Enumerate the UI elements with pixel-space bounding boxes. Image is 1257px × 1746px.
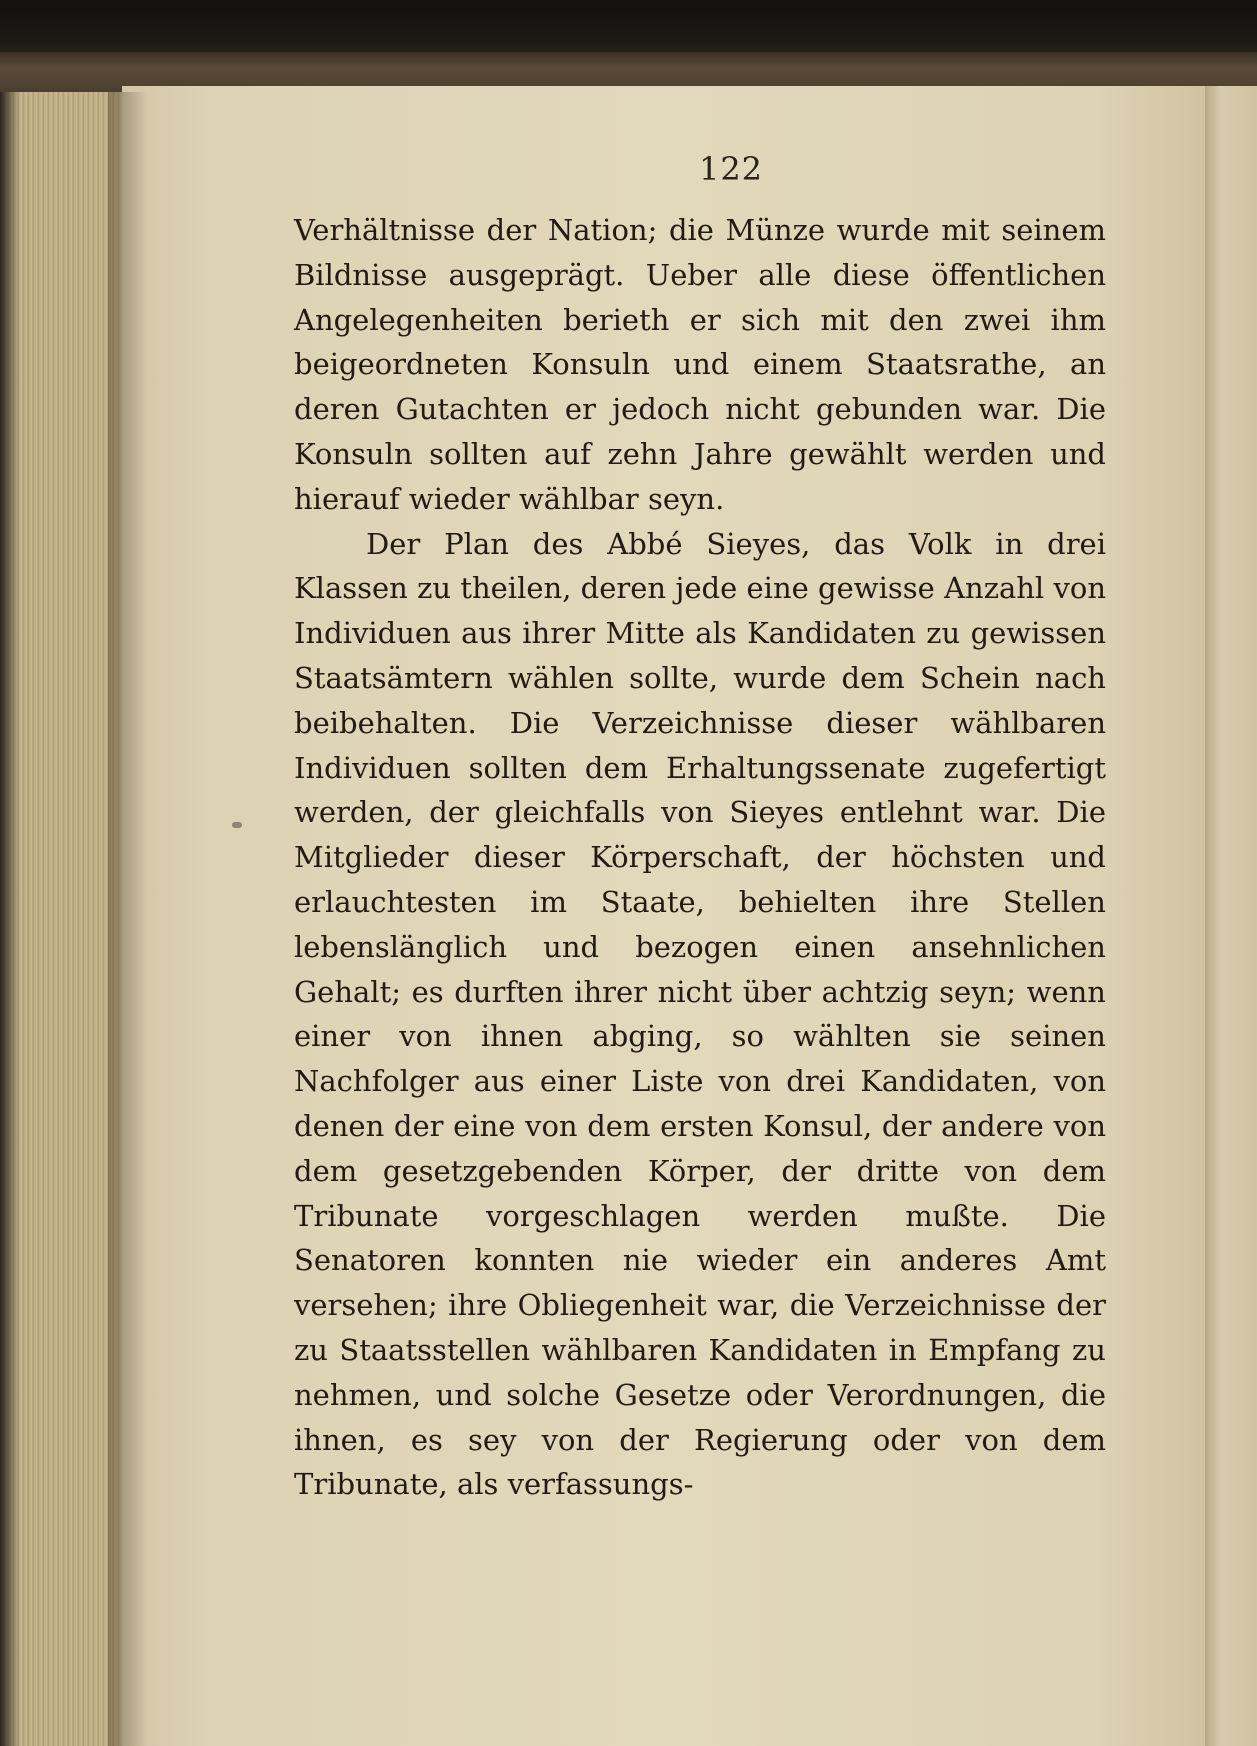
page-stack-shadow bbox=[0, 92, 20, 1746]
page-number: 122 bbox=[698, 150, 764, 188]
gutter-shadow bbox=[108, 92, 148, 1746]
background-top bbox=[0, 0, 1257, 58]
paragraph: Der Plan des Abbé Sieyes, das Volk in drei Klassen zu theilen, deren jede eine gewisse Anzahl von Individuen aus ihrer Mitte als Kandidaten zu gewissen Staatsämtern wählen sollte, wurde dem Schein nach beibehalten. Die Verzeichnisse dieser wählbaren Individuen sollten dem Erhaltungssenate zugefertigt werden, der gleichfalls von Sieyes entlehnt war. Die Mitglieder dieser Körperschaft, der höchsten und erlauchtesten im Staate, behielten ihre Stellen lebenslänglich und bezogen einen ansehnlichen Gehalt; es durften ihrer nicht über achtzig seyn; wenn einer von ihnen abging, so wählten sie seinen Nachfolger aus einer Liste von drei Kandidaten, von denen der eine von dem ersten Konsul, der andere von dem gesetzgebenden Körper, der dritte von dem Tribunate vorgeschlagen werden mußte. Die Senatoren konnten nie wieder ein anderes Amt versehen; ihre Obliegenheit war, die Verzeichnisse der zu Staatsstellen wählbaren Kandidaten in Empfang zu nehmen, und solche Gesetze oder Verordnungen, die ihnen, es sey von der Regierung oder von dem Tribunate, als verfassungs- bbox=[294, 526, 1106, 1502]
page-text bbox=[294, 208, 1106, 1507]
page-edge-right bbox=[1205, 86, 1257, 1746]
paragraph: Verhältnisse der Nation; die Münze wurde mit seinem Bildnisse ausgeprägt. Ueber alle diese öffentlichen Angelegenheiten berieth er sich mit den zwei ihm beigeordneten Konsuln und einem Staatsrathe, an deren Gutachten er jedoch nicht gebunden war. Die Konsuln sollten auf zehn Jahre gewählt werden und hierauf wieder wählbar seyn. bbox=[294, 213, 1106, 516]
paper-speck bbox=[232, 822, 242, 828]
